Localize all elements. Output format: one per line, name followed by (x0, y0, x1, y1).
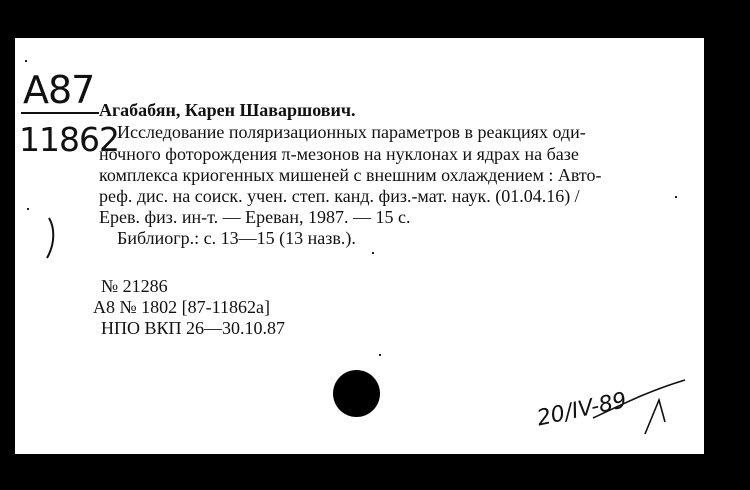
title-line-1: Исследование поляризационных параметров в реакциях оди- (117, 122, 586, 142)
handwritten-acquisition-number: 11862 (19, 120, 119, 159)
title-line-3: комплекса криогенных мишеней с внешним охлаждением : Авто- (99, 165, 602, 185)
scan-speck (25, 60, 27, 62)
scan-speck (379, 354, 381, 356)
handwritten-bracket-mark (43, 214, 63, 264)
catalog-card (15, 38, 704, 454)
author-heading: Агабабян, Карен Шаваршович. (99, 100, 356, 120)
punch-hole (333, 370, 380, 417)
bibliography-note: Библиогр.: с. 13—15 (13 назв.). (117, 228, 356, 248)
scan-speck (372, 252, 374, 254)
title-line-4: реф. дис. на соиск. учен. степ. канд. физ.-мат. наук. (01.04.16) / (99, 186, 580, 206)
scan-speck (27, 208, 29, 210)
handwritten-signature-stroke (585, 378, 695, 438)
scan-speck (675, 196, 677, 198)
inventory-line: А8 № 1802 [87-11862а] (93, 297, 270, 317)
title-line-5: Ерев. физ. ин-т. — Ереван, 1987. — 15 с. (99, 207, 411, 227)
handwritten-shelf-mark: А87 (23, 68, 95, 112)
publisher-line: НПО ВКП 26—30.10.87 (101, 318, 286, 338)
handwritten-date: 20/IV-89 (534, 388, 629, 432)
record-number: № 21286 (101, 276, 168, 296)
title-line-2: ночного фоторождения π-мезонов на нуклонах и ядрах на базе (99, 144, 579, 164)
shelf-mark-underline (21, 112, 99, 114)
